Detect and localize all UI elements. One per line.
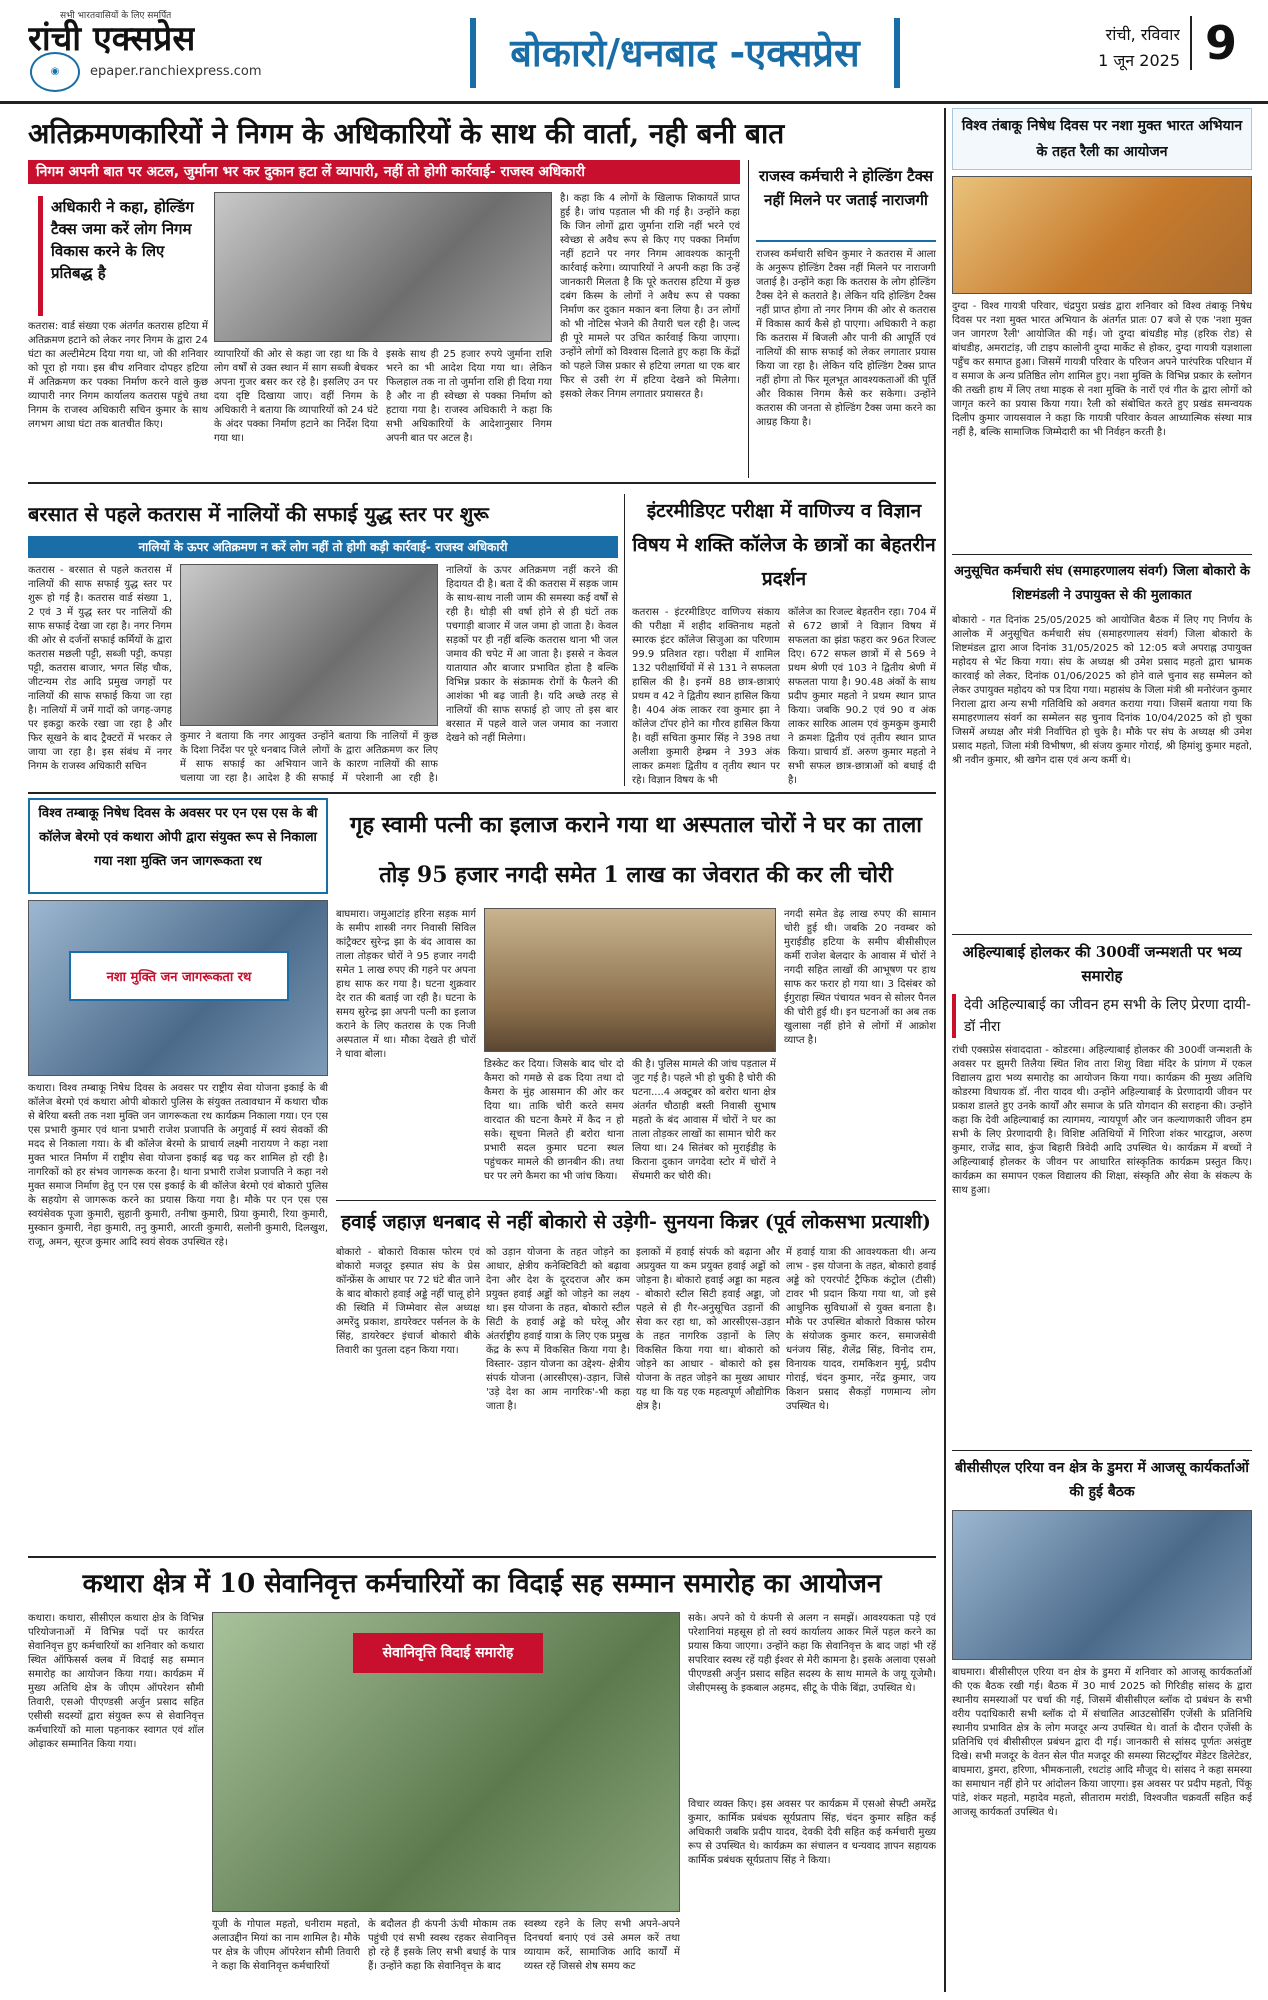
story7-photo (212, 1612, 680, 1912)
section-divider (952, 1450, 1252, 1451)
city-day: रांची, रविवार (1105, 25, 1180, 44)
story1-side-headline: राजस्व कर्मचारी ने होल्डिंग टैक्स नहीं मिलने पर जताई नाराजगी (756, 164, 936, 242)
story4-body: कथारा। विश्व तम्बाकू निषेध दिवस के अवसर पर राष्ट्रीय सेवा योजना इकाई के बी कॉलेज बेरमो एवं कथारा ओपी बोकारो पुलिस के संयुक्त तत्वावधान में कथारा चौक से बेरिया बस्ती तक नशा मुक्ति जन जागरूकता रथ कार्यक्रम निकाला गया। एन एस एस प्रभारी कुमार एवं थाना प्रभारी राजेश प्रजापति के अगुवाई में स्वयं सेवकों की मदद से निकाला गया। के बी कॉलेज बेरमो के प्राचार्य लक्ष्मी नारायण ने कहा नशा मुक्त भारत निर्माण में राष्ट्रीय सेवा योजना इकाई बढ़ चढ़ कर शामिल हो रही है। नागरिकों को हर संभव जागरूक करना है। थाना प्रभारी राजेश प्रजापति ने कहा नशे मुक्त समाज निर्माण हेतु एन एस एस इकाई के बी कॉलेज बेरमो एवं बोकारो पुलिस के सहयोग से जागरूक करने का प्रयास किया गया है। मौके पर एन एस एस स्वयंसेवक पूजा कुमारी, सुहानी कुमारी, तनीषा कुमारी, प्रिया कुमारी, रिया कुमारी, मुस्कान कुमारी, नेहा कुमारी, तनु कुमारी, आरती कुमारी, सलोनी कुमारी, दिलखुश, राजू, अमन, सूरज कुमार आदि स्वयं सेवक उपस्थित रहे। (28, 1083, 328, 1248)
side4-body: बाघमारा। बीसीसीएल एरिया वन क्षेत्र के डुमरा में शनिवार को आजसू कार्यकर्ताओं की एक बैठक रखी गई। बैठक में 30 मार्च 2025 को गिरिडीह सांसद के द्वारा स्थानीय समस्याओं पर चर्चा की गई, जिसमें बीसीसीएल ब्लॉक दो प्रबंधन के सभी वरीय पदाधिकारी सभी ब्लॉक दो में संचालित आउटसोर्सिंग एजेंसी के प्रतिनिधि स्थानीय प्रभावित क्षेत्र के लोग मजदूर अन्य उपस्थित थे। वार्ता के दौरान एजेंसी के प्रतिनिधि एवं बीसीसीएल प्रबंधन द्वारा दी गई। जानकारी से सांसद पूर्णतः असंतुष्ट दिखे। सभी मजदूर के वेतन सेल पीत मजदूर की समस्या सिटस्ट्रॉयर मेंडेटर डिलेटेडर, बाघमारा, डुमरा, हरिणा, भीमकनाली, रथटांड़ आदि मौजूद थे। सांसद ने कहा समस्या का समाधान नहीं होने पर आंदोलन किया जाएगा। इस अवसर पर प्रदीप महतो, पिंकू पांडे, शंकर महतो, महादेव महतो, सीताराम मरांडी, विश्वजीत चक्रवर्ती सहित कई आजसू कार्यकर्ता उपस्थित थे। (952, 1667, 1252, 1818)
story7-col5: सके। अपने को ये कंपनी से अलग न समझें। आवश्यकता पड़े एवं परेशानियां महसूस हो तो स्वयं कार्यालय आकर मिलें पहल करने का प्रयास किया जाएगा। उन्होंने कहा कि सेवानिवृत्त के बाद जहां भी रहें सपरिवार स्वस्थ रहें यही ईश्वर से मेरी कामना है। इसके अलावा एसओ पीएण्डसी अर्जुन प्रसाद सहित सदस्य के साथ मामले के जयू यूजेमौ। जेसीएमस्सु के इकबाल अहमद, सीटू के पीके बिंद्रा, उपस्थित थे। (688, 1613, 936, 1694)
story5-headline: गृह स्वामी पत्नी का इलाज कराने गया था अस्पताल चोरों ने घर का ताला तोड़ 95 हजार नगदी समेत 1 लाख का जेवरात की कर ली चोरी (350, 812, 922, 888)
story1-side-body: राजस्व कर्मचारी सचिन कुमार ने कतरास में आला के अनुरूप होल्डिंग टैक्स नहीं मिलने पर नाराजगी जताई है। उन्होंने कहा कि कतरास के लोग होल्डिंग टैक्स देने से कतराते है। लेकिन यदि होल्डिंग टैक्स नहीं प्राप्त होगा तो नगर निगम की ओर से कतरास में विकास कार्य कैसे हो पाएगा। अधिकारी ने कहा कि कतरास में बिजली और पानी की आपूर्ति एवं नालियों की साफ सफाई को लेकर लगातार प्रयास किया जा रहा है। लेकिन यदि होल्डिंग टैक्स प्राप्त नहीं होगा तो फिर मूलभूत आवश्यकताओं की पूर्ति और विकास निगम कैसे कर सकेगा। उन्होंने कतरास की जनता से होल्डिंग टैक्स जमा करने का आग्रह किया है। (756, 249, 936, 428)
side3-subhead: देवी अहिल्याबाई का जीवन हम सभी के लिए प्रेरणा दायी- डॉ नीरा (952, 994, 1252, 1038)
story2-col3: उन्होंने बताया कि नालियों में कुछ लोगों के द्वारा अतिक्रमण कर लिए जाने के कारण नालियों की साफ सफाई में परेशानी आ रही है। (312, 731, 438, 784)
side1-photo (952, 176, 1252, 294)
story7-col1: कथारा। कथारा, सीसीएल कथारा क्षेत्र के विभिन्न परियोजनाओं में विभिन्न पदों पर कार्यरत सेवानिवृत्त हुए कर्मचारियों का शनिवार को कथारा स्थित ऑफिसर्स क्लब में विदाई सह सम्मान समारोह का आयोजन किया गया। कार्यक्रम में मुख्य अतिथि क्षेत्र के जीएम ऑपरेशन सौमी तिवारी, एसओ पीएण्डसी अर्जुन प्रसाद सहित एसीसी सदस्यों द्वारा संयुक्त रूप से सेवानिवृत्त कर्मचारियों को माला पहनाकर स्वागत एवं शॉल ओढ़ाकर सम्मानित किया गया। (28, 1613, 204, 1750)
sidebar-divider (944, 108, 946, 1992)
story2-strap: नालियों के ऊपर अतिक्रमण न करें लोग नहीं तो होगी कड़ी कार्रवाई- राजस्व अधिकारी (28, 536, 618, 558)
dateline (1070, 22, 1180, 74)
story1-photo (214, 192, 552, 342)
section-divider (952, 934, 1252, 935)
side3-headline: अहिल्याबाई होलकर की 300वीं जन्मशती पर भव्य समारोह (962, 943, 1242, 985)
story2-col1: कतरास - बरसात से पहले कतरास में नालियों की साफ सफाई युद्ध स्तर पर शुरू हो गई है। कतरास वार्ड संख्या 1, 2 एवं 3 में युद्ध स्तर पर नालियों की साफ सफाई देखा जा रहा है। नगर निगम की ओर से दर्जनों सफाई कर्मियों के द्वारा कतरास मछली पट्टी, सब्जी पट्टी, कपड़ा पट्टी, कतरास बाजार, भगत सिंह चौक, जीटन्यम रोड आदि प्रमुख जगहों पर नालियों की साफ सफाई किया जा रहा है। नालियों में जमें गादों को जगह-जगह पर इकट्ठा करके रखा जा रहा है और फिर सूखने के बाद ट्रैक्टरों में भरकर ले जाया जा रहा है। इस संबंध में नगर निगम के राजस्व अधिकारी सचिन (28, 565, 172, 772)
story1-col4: है। कहा कि 4 लोगों के खिलाफ शिकायतें प्राप्त हुई है। जांच पड़ताल भी की गई है। उन्होंने कहा कि जिन लोगों द्वारा जुर्माना राशि नहीं भरने एवं स्वेच्छा से अवैध रूप से किए गए पक्का निर्माण नहीं हटाने पर नगर निगम आवश्यक कानूनी कार्रवाई करेगा। व्यापारियों ने अपनी कहा कि उन्हें जानकारी मिलता है कि पूरे कतरास हटिया में कुछ दबंग किस्म के लोगों ने अवैध रूप से पक्का निर्माण कर दुकान मकान बना लिया है। उन लोगों को भी नोटिस भेजने की तैयारी चल रही है। जल्द ही पूरे मामले पर उचित कार्रवाई किया जाएगा। उन्होंने लोगों को विश्वास दिलाते हुए कहा कि केंद्रों को पहले जिस प्रकार से हटिया लगता था एक बार फिर से उसी रंग में हटिया देखने को मिलेगा। इसको लेकर निगम लगातार प्रयासरत है। (560, 193, 740, 400)
section-divider (28, 792, 936, 794)
story4-headline: विश्व तम्बाकू निषेध दिवस के अवसर पर एन एस एस के बी कॉलेज बेरमो एवं कथारा ओपी द्वारा संयुक्त रूप से निकाला गया नशा मुक्ति जन जागरूकता रथ (28, 798, 328, 894)
story1-pullquote: अधिकारी ने कहा, होल्डिंग टैक्स जमा करें लोग निगम विकास करने के लिए प्रतिबद्ध है (38, 196, 198, 316)
story7-photo-banner: सेवानिवृत्ति विदाई समारोह (353, 1633, 543, 1673)
story7-col6: विचार व्यक्त किए। इस अवसर पर कार्यक्रम में एसओ सेफ्टी अमरेंद्र कुमार, कार्मिक प्रबंधक सूर्यप्रताप सिंह, चंदन कुमार सहित कई अधिकारी जबकि प्रदीप यादव, देवकी देवी सहित कई कर्मचारी मुख्य रूप से उपस्थित थे। कार्यक्रम का संचालन व धन्यवाद ज्ञापन सहायक कार्मिक प्रबंधक सूर्यप्रताप सिंह ने किया। (688, 1799, 936, 1866)
story6-col2: को उड़ान योजना के तहत जोड़ने का आधार, क्षेत्रीय कनेक्टिविटी को बढ़ावा देना और देश के दूरदराज और कम प्रयुक्त हवाई अड्डों को जोड़ने का लक्ष्य था। इस योजना के तहत, बोकारो स्टील सिटी के हवाई अड्डे को घरेलू और अंतर्राष्ट्रीय हवाई यात्रा के लिए एक प्रमुख केंद्र के रूप में विकसित किया गया है। विस्तार- उड़ान योजना का उद्देश्य- क्षेत्रीय संपर्क योजना (आरसीएस)-उड़ान, जिसे 'उड़े देश का आम नागरिक'-भी कहा जाता है। (486, 1247, 630, 1412)
masthead (0, 0, 1268, 104)
story4-photo-banner: नशा मुक्ति जन जागरूकता रथ (69, 951, 289, 1001)
side4-photo (952, 1510, 1252, 1660)
story6-col4: में हवाई यात्रा की आवश्यकता थी। अन्य लाभ - इस योजना के तहत, बोकारो हवाई अड्डे को एयरपोर्ट ट्रैफिक कंट्रोल (टीसी) टावर भी प्रदान किया गया था, जो इसे आधुनिक सुविधाओं से युक्त बनाता है। मौके पर उपस्थित बोकारो विकास फोरम के संयोजक कुमार करन, समाजसेवी धनंजय सिंह, शैलेंद्र सिंह, विनोद राम, विनायक यादव, रामकिशन मुर्मू, प्रदीप गोराई, चंदन कुमार, नरेंद्र कुमार, जय किशन प्रसाद सैकड़ों गणमान्य लोग उपस्थित थे। (786, 1247, 936, 1412)
side3-body: रांची एक्सप्रेस संवाददाता - कोडरमा। अहिल्याबाई होलकर की 300वीं जन्मशती के अवसर पर झुमरी तिलैया स्थित शिव तारा शिशु विद्या मंदिर के प्रांगण में एकल विद्यालय द्वारा भव्य समारोह का आयोजन किया गया। कार्यक्रम की मुख्य अतिथि कोडरमा विधायक डॉ. नीरा यादव थी। उन्होंने अहिल्याबाई के प्रेरणादायी जीवन पर प्रकाश डालते हुए उनके कार्यों और समाज के प्रति योगदान की सराहना की। उन्होंने कहा कि देवी अहिल्याबाई का त्यागमय, न्यायपूर्ण और जन कल्याणकारी जीवन हम सभी के लिए प्रेरणादायी है। विशिष्ट अतिथियों में गिरिजा शंकर भारद्वाज, अरुण कुमार, राजेंद्र साव, कुंज बिहारी त्रिवेदी आदि उपस्थित थे। कार्यक्रम में बच्चों ने अहिल्याबाई होलकर के जीवन पर आधारित सांस्कृतिक कार्यक्रम प्रस्तुत किए। कार्यक्रम का समापन एकल विद्यालय की शिक्षा, संस्कृति और सेवा के संकल्प के साथ हुआ। (952, 1045, 1252, 1196)
side1-body: दुग्दा - विश्व गायत्री परिवार, चंद्रपुरा प्रखंड द्वारा शनिवार को विश्व तंबाकू निषेध दिवस पर नशा मुक्त भारत अभियान के अंतर्गत प्रातः 07 बजे से एक 'नशा मुक्त जन जागरण रैली' आयोजित की गई। जो दुग्दा बांधडीह मोड़ (हरिक रोड) से बांधडीह, अमराटांड़, जी टाइप कालोनी दुग्दा मार्केट से होकर, दुग्दा गायत्री यज्ञशाला पहुँच कर समाप्त हुआ। जिसमें गायत्री परिवार के परिजन अपने पारंपरिक परिधान में व समाज के अन्य प्रतिष्ठित लोग शामिल हुए। नशा मुक्ति के विभिन्न प्रकार के स्लोगन की तख्ती हाथ में लिए तथा माइक से नशा मुक्ति के नारों एवं गीत के द्वारा लोगों को जागृत करने का प्रयास किया गया। रैली को संबोधित करते हुए प्रखंड समन्वयक दिलीप कुमार जायसवाल ने कहा कि गायत्री परिवार केवल आध्यात्मिक संस्था मात्र नहीं है, बल्कि सामाजिक जिम्मेदारी का भी निर्वहन करती है। (952, 301, 1252, 438)
side1-headline: विश्व तंबाकू निषेध दिवस पर नशा मुक्त भारत अभियान के तहत रैली का आयोजन (961, 118, 1243, 160)
section-divider (336, 1200, 936, 1201)
story5-col1: बाघमारा। जमुआटांड़ हरिना सड़क मार्ग के समीप शास्त्री नगर निवासी सिविल कांट्रैक्टर सुरेन्द्र झा के बंद आवास का ताला तोड़कर चोरों ने 95 हजार नगदी समेत 1 लाख रुपए की गहने पर अपना हाथ साफ कर गया है। घटना शुक्रवार देर रात की बताई जा रही है। घटना के समय सुरेन्द्र झा अपनी पत्नी का इलाज कराने के लिए कतरास के एक निजी अस्पताल में था। मौका देखते ही चोरों ने धावा बोला। (336, 909, 476, 1060)
story7-headline: कथारा क्षेत्र में 10 सेवानिवृत्त कर्मचारियों का विदाई सह सम्मान समारोह का आयोजन (82, 1569, 882, 1599)
issue-date: 1 जून 2025 (1098, 51, 1180, 70)
story2-headline: बरसात से पहले कतरास में नालियों की सफाई युद्ध स्तर पर शुरू (28, 502, 489, 526)
section-divider (952, 554, 1252, 555)
story1-col3: इसके साथ ही 25 हजार रुपये जुर्माना राशि भरने का भी आदेश दिया गया था। लेकिन फिलहाल तक ना तो जुर्माना राशि ही दिया गया है और ना ही स्वेच्छा से पक्का निर्माण को हटाया गया है। राजस्व अधिकारी ने कहा कि सभी अधिकारियों के आदेशानुसार निगम अपनी बात पर अटल है। (386, 349, 552, 444)
story3-col1: कतरास - इंटरमीडिएट वाणिज्य संकाय की परीक्षा में शहीद शक्तिनाथ महतो स्मारक इंटर कॉलेज सिजुआ का परिणाम 99.9 प्रतिशत रहा। परीक्षा में शामिल 132 परीक्षार्थियों में से 131 ने सफलता हासिल की है। इनमें 88 छात्र-छात्राएं प्रथम व 42 ने द्वितीय स्थान हासिल किया है। 404 अंक लाकर रवा कुमार झा ने कॉलेज टॉपर होने का गौरव हासिल किया है। वहीं सचिता कुमार सिंह ने 398 तथा अलीशा कुमारी हेम्ब्रम ने 393 अंक लाकर क्रमशः द्वितीय व तृतीय स्थान पर रहे। विज्ञान विषय के भी (632, 607, 780, 786)
story5-photo (484, 908, 776, 1052)
side1-header (952, 108, 1252, 170)
story1-col2: व्यापारियों की ओर से कहा जा रहा था कि वे लोग वर्षों से उक्त स्थान में साग सब्जी बेचकर अपना गुजर बसर कर रहे है। इसलिए उन पर दया दृष्टि दिखाया जाए। वहीं निगम के अधिकारी ने बताया कि व्यापारियों को 24 घंटे के अंदर पक्का निर्माण हटाने का निर्देश दिया गया था। (214, 349, 378, 444)
story7-col4: स्वस्थ्य रहने के लिए सभी अपने-अपने दिनचर्या बनाएं एवं उसे अमल करें तथा व्यायाम करें, सामाजिक आदि कार्यों में व्यस्त रहें जिससे शेष समय कट (524, 1919, 680, 1972)
story1-headline: अतिक्रमणकारियों ने निगम के अधिकारियों के साथ की वार्ता, नही बनी बात (28, 117, 785, 150)
logo-tagline: सभी भारतवासियों के लिए समर्पित (60, 11, 172, 21)
globe-icon: ◉ (30, 52, 80, 92)
story2-photo (180, 564, 438, 726)
story1-col1: कतरास: वार्ड संख्या एक अंतर्गत कतरास हटिया में अतिक्रमण हटाने को लेकर नगर निगम के द्वारा 24 घंटा का अल्टीमेटम दिया गया था, जो की शनिवार को पूरा हो गया। इस बीच शनिवार दोपहर हटिया में अतिक्रमण कर पक्का निर्माण करने वाले कुछ व्यापारी नगर निगम कार्यालय कतरास पहुंचे तथा निगम के राजस्व अधिकारी सचिन कुमार के साथ लगभग आधा घंटा तक बातचीत किए। (28, 321, 208, 430)
column-divider (624, 494, 625, 786)
story2-col2: कुमार ने बताया कि नगर आयुक्त के दिशा निर्देश पर पूरे धनबाद जिले में साफ सफाई का अभियान चलाया जा रहा है। आदेश है की (180, 731, 306, 784)
story5-col2: डिस्केट कर दिया। जिसके बाद चोर दो कैमरा को गमछे से ढक दिया तथा दो कैमरा के मुंह आसमान की ओर कर दिया था। ताकि चोरी करते समय वारदात की घटना कैमरे में कैद न हो सके। सूचना मिलते ही बरोरा थाना प्रभारी सदल कुमार घटना स्थल पहुंचकर मामले की छानबीन की। तथा घर पर लगे कैमरा का भी जांच किया। (484, 1059, 624, 1182)
story6-headline: हवाई जहाज़ धनबाद से नहीं बोकारो से उड़ेगी- सुनयना किन्नर (पूर्व लोकसभा प्रत्याशी) (341, 1211, 931, 1233)
story7-col2: यूजी के गोपाल महतो, धनीराम महतो, अलाउद्दीन मियां का नाम शामिल है। मौके पर क्षेत्र के जीएम ऑपरेशन सौमी तिवारी ने कहा कि सेवानिवृत्त कर्मचारियों (212, 1919, 360, 1972)
side2-headline: अनुसूचित कर्मचारी संघ (समाहरणालय संवर्ग) जिला बोकारो के शिष्टमंडली ने उपायुक्त से की मुलाकात (953, 564, 1251, 603)
story3-col2: कॉलेज का रिजल्ट बेहतरीन रहा। 704 में से 672 छात्रों ने विज्ञान विषय में सफलता का झंडा फहरा कर 96त रिजल्ट दिए। 672 सफल छात्रों में से 569 ने प्रथम श्रेणी एवं 103 ने द्वितीय श्रेणी में सफलता पाया है। 90.48 अंकों के साथ प्रदीप कुमार महतो ने प्रथम स्थान प्राप्त किया। जबकि 90.2 एवं 90 व अंक लाकर सारिक आलम एवं कुमकुम कुमारी ने क्रमशः द्वितीय एवं तृतीय स्थान प्राप्त किया। प्राचार्य डॉ. अरुण कुमार महतो ने सभी सफल छात्र-छात्राओं को बधाई दी है। (788, 607, 936, 786)
newspaper-logo: रांची एक्सप्रेस (28, 19, 196, 59)
section-title: बोकारो/धनबाद -एक्सप्रेस (470, 18, 900, 88)
story6-col3: इलाकों में हवाई संपर्क को बढ़ाना और अप्रयुक्त या कम प्रयुक्त हवाई अड्डों को जोड़ना है। बोकारो हवाई अड्डा का महत्व - बोकारो स्टील सिटी हवाई अड्डा, जो पहले से ही गैर-अनुसूचित उड़ानों की सेवा कर रहा था, को आरसीएस-उड़ान के तहत नागरिक उड़ानों के लिए विकसित किया गया था। बोकारो को जोड़ने का आधार - बोकारो को इस योजना के तहत जोड़ने का मुख्य आधार यह था कि यह एक महत्वपूर्ण औद्योगिक क्षेत्र है। (636, 1247, 780, 1412)
epaper-link[interactable]: epaper.ranchiexpress.com (90, 64, 262, 79)
story6-col1: बोकारो - बोकारो विकास फोरम एवं बोकारो मजदूर इस्पात संघ के प्रेस कॉन्फ्रेंस के आधार पर 72 घंटे बीत जाने के बाद बोकारो हवाई अड्डे नहीं चालू होने की स्थिति में जिम्मेवार सेल अध्यक्ष अमरेंदु प्रकाश, डायरेक्टर पर्सनल के के सिंह, डायरेक्टर इंचार्ज बोकारो बीके तिवारी का पुतला दहन किया गया। (336, 1247, 480, 1356)
story4-photo (28, 900, 328, 1076)
column-divider (748, 160, 749, 478)
side4-headline: बीसीसीएल एरिया वन क्षेत्र के डुमरा में आजसू कार्यकर्ताओं की हुई बैठक (955, 1460, 1249, 1500)
story1-strap: निगम अपनी बात पर अटल, जुर्माना भर कर दुकान हटा लें व्यापारी, नहीं तो होगी कार्रवाई- राजस्व अधिकारी (28, 160, 740, 184)
story5-col3: की है। पुलिस मामले की जांच पड़ताल में जुट गई है। पहले भी हो चुकी है चोरी की घटना....4 अक्टूबर को बरोरा थाना क्षेत्र अंतर्गत चौठाही बस्ती निवासी सुभाष महतो के बंद आवास में चोरों ने घर का ताला तोड़कर लाखों का सामान चोरी कर लिया था। 24 सितंबर को मुराईडीह के किराना दुकान जगदेवा स्टोर में चोरों ने सेंधमारी कर चोरी की। (632, 1059, 776, 1182)
story2-col4: नालियों के ऊपर अतिक्रमण नहीं करने की हिदायत दी है। बता दें की कतरास में सड़क जाम के साथ-साथ नाली जाम की समस्या कई वर्षों से रही है। थोड़ी सी वर्षा होने से ही घंटों तक पचगाड़ी बाजार में जल जमा हो जाता है। केवल सड़कों पर ही नहीं बल्कि कतरास थाना भी जल जमाव की चपेट में आ जाता है। इससे न केवल यातायात और बाजार प्रभावित होता है बल्कि विभिन्न प्रकार के संक्रामक रोगों के फैलने की आशंका भी बढ़ जाती है। यदि अच्छे तरह से नालियों की साफ सफाई हो जाए तो इस बार बरसात में पहले वाले जल जमाव का नजारा देखने को नहीं मिलेगा। (446, 565, 618, 744)
side2-body: बोकारो - गत दिनांक 25/05/2025 को आयोजित बैठक में लिए गए निर्णय के आलोक में अनुसूचित कर्मचारी संघ (समाहरणालय संवर्ग) जिला बोकारो के शिष्टमंडल द्वारा आज दिनांक 31/05/2025 को 12:05 बजे अपराह्न उपायुक्त महोदय से भेंट किया गया। संघ के अध्यक्ष श्री उमेश प्रसाद महतो द्वारा भ्रामक कारवाई को लेकर, दिनांक 01/06/2025 को होने वाले चुनाव सह सम्मेलन को लेकर उपायुक्त महोदय को पत्र दिया गया। महासंघ के जिला मंत्री श्री मनोरंजन कुमार निराला द्वारा अन्य सभी गतिविधि को अवगत कराया गया। जिसमें बताया गया कि समाहरणालय संवर्ग का सम्मेलन सह चुनाव दिनांक 10/04/2025 को हो चुका जिसमें अध्यक्ष और मंत्री निर्वाचित हो चुके है। मौके पर संघ के अध्यक्ष श्री उमेश प्रसाद महतो, जिला मंत्री विभीषण, श्री संजय कुमार गोराई, श्री हिमांशु कुमार महतो, श्री नवीन कुमार, श्री खगेन दास एवं अन्य कर्मी थे। (952, 615, 1252, 766)
story3-headline: इंटरमीडिएट परीक्षा में वाणिज्य व विज्ञान विषय मे शक्ति कॉलेज के छात्रों का बेहतरीन प्रदर्शन (632, 500, 936, 590)
story7-col3: के बदौलत ही कंपनी ऊंची मोकाम तक पहुंची एवं सभी स्वस्थ रहकर सेवानिवृत्त हो रहे हैं इसके लिए सभी बधाई के पात्र हैं। उन्होंने कहा कि सेवानिवृत्त के बाद (368, 1919, 516, 1972)
page-number: 9 (1190, 16, 1250, 70)
story5-col4: नगदी समेत डेढ़ लाख रुपए की सामान चोरी हुई थी। जबकि 20 नवम्बर को मुराईडीह हटिया के समीप बीसीसीएल कर्मी राजेश बेलदार के आवास में चोरों ने नगदी सहित लाखों की आभूषण पर हाथ साफ कर फरार हो गया था। 3 दिसंबर को ईगुराहा स्थित पंचायत भवन से सोलर पैनल की चोरी हुई थी। इन घटनाओं का अब तक खुलासा नहीं होने से लोगों में आक्रोश व्याप्त है। (784, 909, 936, 1046)
section-divider (28, 1556, 936, 1558)
section-divider (28, 482, 936, 484)
